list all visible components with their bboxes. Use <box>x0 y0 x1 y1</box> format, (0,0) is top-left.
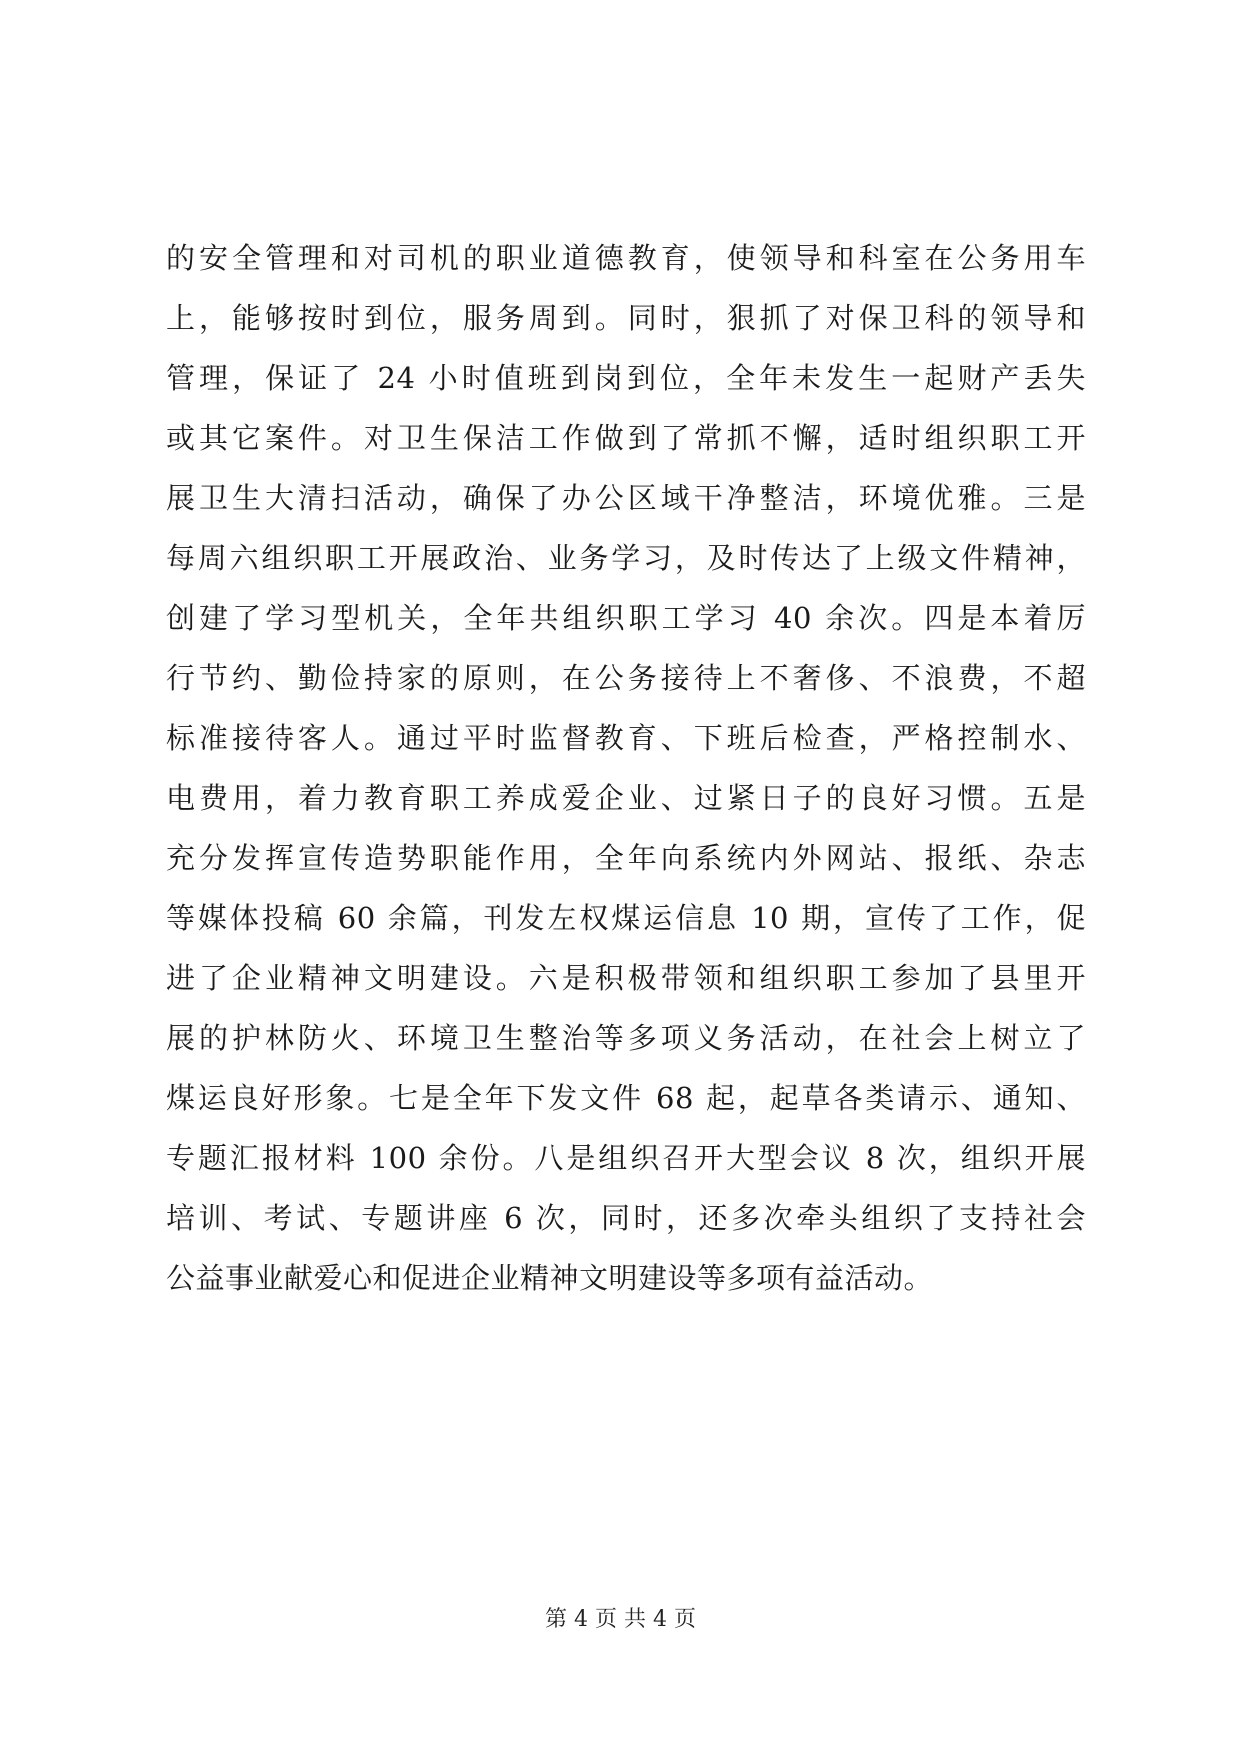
text-line: 专题汇报材料 100 余份。八是组织召开大型会议 8 次，组织开展 <box>166 1141 1086 1175</box>
text-line: 上，能够按时到位，服务周到。同时，狠抓了对保卫科的领导和 <box>166 301 1086 335</box>
text-line: 公益事业献爱心和促进企业精神文明建设等多项有益活动。 <box>166 1261 934 1295</box>
text-line: 电费用，着力教育职工养成爱企业、过紧日子的良好习惯。五是 <box>166 781 1086 815</box>
text-line: 培训、考试、专题讲座 6 次，同时，还多次牵头组织了支持社会 <box>166 1201 1086 1235</box>
body-paragraph <box>166 228 1086 1308</box>
text-line: 进了企业精神文明建设。六是积极带领和组织职工参加了县里开 <box>166 961 1086 995</box>
text-line: 行节约、勤俭持家的原则，在公务接待上不奢侈、不浪费，不超 <box>166 661 1086 695</box>
text-line: 展卫生大清扫活动，确保了办公区域干净整洁，环境优雅。三是 <box>166 481 1086 515</box>
text-line: 等媒体投稿 60 余篇，刊发左权煤运信息 10 期，宣传了工作，促 <box>166 901 1086 935</box>
text-line: 标准接待客人。通过平时监督教育、下班后检查，严格控制水、 <box>166 721 1086 755</box>
text-line: 创建了学习型机关，全年共组织职工学习 40 余次。四是本着厉 <box>166 601 1086 635</box>
text-line: 的安全管理和对司机的职业道德教育，使领导和科室在公务用车 <box>166 241 1086 275</box>
text-line: 管理，保证了 24 小时值班到岗到位，全年未发生一起财产丢失 <box>166 361 1086 395</box>
text-line: 煤运良好形象。七是全年下发文件 68 起，起草各类请示、通知、 <box>166 1081 1086 1115</box>
text-line: 展的护林防火、环境卫生整治等多项义务活动，在社会上树立了 <box>166 1021 1086 1055</box>
text-line: 充分发挥宣传造势职能作用，全年向系统内外网站、报纸、杂志 <box>166 841 1086 875</box>
text-line: 或其它案件。对卫生保洁工作做到了常抓不懈，适时组织职工开 <box>166 421 1086 455</box>
text-line: 每周六组织职工开展政治、业务学习，及时传达了上级文件精神， <box>166 541 1086 575</box>
page-footer: 第 4 页 共 4 页 <box>545 1607 696 1632</box>
